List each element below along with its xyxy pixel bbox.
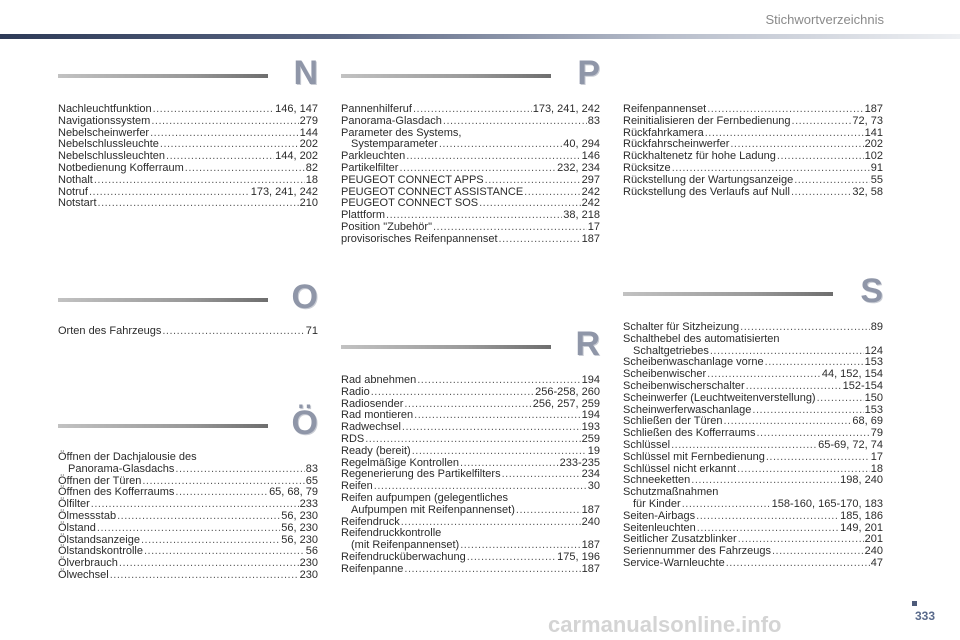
index-term: Notstart	[58, 197, 97, 210]
index-term: Reifenpanne	[341, 562, 404, 575]
index-term: Öffnen der Türen	[58, 474, 142, 487]
index-term: Ölverbrauch	[58, 557, 118, 570]
section-rule	[58, 74, 268, 78]
entry-list	[623, 322, 883, 570]
index-page-ref: 30	[587, 480, 600, 493]
index-term: Panorama-Glasdach	[341, 114, 442, 127]
dot-leader	[443, 116, 587, 128]
index-page-ref: 65	[305, 474, 318, 487]
index-term: Ölstand	[58, 521, 96, 534]
index-entry	[623, 558, 883, 570]
index-page-ref: 18	[305, 173, 318, 186]
index-page-ref: 146	[581, 150, 600, 163]
index-page-ref: 198, 240	[840, 474, 883, 487]
index-entry	[341, 564, 600, 576]
index-term: Ölfilter	[58, 498, 90, 511]
index-page-ref: 175, 196	[557, 550, 600, 563]
index-term: Navigationssystem	[58, 114, 151, 127]
index-term: Seriennummer des Fahrzeugs	[623, 545, 771, 558]
dot-leader	[794, 175, 870, 187]
index-page-ref: 187	[581, 503, 600, 516]
section-letter: N	[293, 54, 318, 92]
index-page-ref: 201	[864, 533, 883, 546]
section-letter: R	[575, 325, 600, 363]
index-entry	[341, 505, 600, 517]
entry-list	[341, 375, 600, 576]
index-term: Rückfahrkamera	[623, 126, 704, 139]
index-entry	[58, 175, 318, 187]
dot-leader	[752, 405, 863, 417]
dot-leader	[98, 198, 299, 210]
index-entry	[341, 222, 600, 234]
dot-leader	[117, 511, 280, 523]
index-term: Reifendruck	[341, 515, 400, 528]
index-page-ref: 141	[864, 126, 883, 139]
section-letter: O	[291, 278, 318, 316]
dot-leader	[175, 464, 304, 476]
index-entry	[341, 434, 600, 446]
index-term: Scheibenwischerschalter	[623, 379, 745, 392]
index-term: Ölwechsel	[58, 568, 109, 581]
index-term: Orten des Fahrzeugs	[58, 325, 162, 337]
index-page-ref: 297	[581, 173, 600, 186]
dot-leader	[151, 116, 298, 128]
index-entry	[58, 163, 318, 175]
dot-leader	[406, 151, 580, 163]
dot-leader	[672, 163, 870, 175]
index-term: Service-Warnleuchte	[623, 556, 725, 569]
dot-leader	[91, 499, 299, 511]
index-page-ref: 38, 218	[563, 209, 600, 222]
index-page-ref: 194	[581, 374, 600, 386]
index-term: Aufpumpen mit Reifenpannenset)	[351, 503, 515, 516]
index-page-ref: 194	[581, 409, 600, 422]
index-term: Rückstellung des Verlaufs auf Null	[623, 185, 790, 198]
dot-leader	[791, 187, 851, 199]
index-page-ref: 230	[299, 568, 318, 581]
dot-leader	[144, 546, 305, 558]
dot-leader	[404, 399, 531, 411]
index-term: Nebelschlussleuchten	[58, 150, 166, 163]
index-term: Seitlicher Zusatzblinker	[623, 533, 737, 546]
index-entry-lead: Öffnen der Dachjalousie des	[58, 451, 197, 463]
index-term: Nachleuchtfunktion	[58, 103, 152, 115]
index-entry	[341, 446, 600, 458]
dot-leader	[696, 511, 839, 523]
index-page-ref: 82	[305, 161, 318, 174]
dot-leader	[766, 452, 870, 464]
dot-leader	[141, 535, 280, 547]
index-term: Parkleuchten	[341, 150, 406, 163]
dot-leader	[94, 175, 305, 187]
index-term: Seiten-Airbags	[623, 509, 696, 522]
index-page-ref: 233-235	[559, 456, 600, 469]
index-term: Radiosender	[341, 397, 404, 410]
entry-list	[623, 104, 883, 198]
index-term: Rücksitze	[623, 161, 671, 174]
index-page-ref: 259	[581, 432, 600, 445]
dot-leader	[817, 393, 864, 405]
index-term: Nothalt	[58, 173, 93, 186]
section-letter: Ö	[291, 404, 318, 442]
index-term: Reifenpannenset	[623, 103, 707, 115]
index-entry	[58, 198, 318, 210]
index-page-ref: 17	[587, 220, 600, 233]
dot-leader	[682, 499, 771, 511]
index-page-ref: 71	[305, 325, 318, 337]
index-page-ref: 187	[864, 103, 883, 115]
index-entry	[623, 393, 883, 405]
index-entry	[341, 175, 600, 187]
section-letter: P	[577, 54, 600, 92]
index-page-ref: 149, 201	[840, 521, 883, 534]
index-entry	[623, 163, 883, 175]
entry-list	[58, 326, 318, 338]
index-page-ref: 102	[864, 150, 883, 163]
index-entry	[623, 499, 883, 511]
index-entry	[623, 187, 883, 199]
index-page-ref: 17	[870, 450, 883, 463]
section-rule	[58, 298, 268, 302]
index-term: Ölstandsanzeige	[58, 533, 140, 546]
section-n	[58, 54, 318, 210]
index-page-ref: 72, 73	[852, 114, 883, 127]
header-bar	[0, 34, 960, 39]
index-entry	[58, 326, 318, 338]
dot-leader	[162, 326, 304, 338]
index-entry	[58, 187, 318, 199]
index-term: Schaltgetriebes	[633, 344, 709, 357]
index-entry	[58, 116, 318, 128]
index-term: Ready (bereit)	[341, 444, 411, 457]
dot-leader	[516, 505, 581, 517]
index-page-ref: 256, 257, 259	[532, 397, 600, 410]
index-term: Scheinwerfer (Leuchtweitenverstellung)	[623, 391, 816, 404]
index-page-ref: 187	[581, 232, 600, 245]
index-page-ref: 242	[581, 197, 600, 210]
index-term: Schließen des Kofferraums	[623, 427, 756, 440]
dot-leader	[433, 222, 587, 234]
index-term: Nebelscheinwerfer	[58, 126, 150, 139]
index-entry	[58, 487, 318, 499]
index-term: Rückstellung der Wartungsanzeige	[623, 173, 794, 186]
index-entry-lead: Schutzmaßnahmen	[623, 486, 719, 499]
index-term: PEUGEOT CONNECT SOS	[341, 197, 479, 210]
dot-leader	[175, 487, 268, 499]
section-rule	[58, 424, 268, 428]
index-term: Panorama-Glasdachs	[68, 462, 175, 475]
entry-list	[58, 452, 318, 582]
index-page-ref: 32, 58	[852, 185, 883, 198]
index-page-ref: 124	[864, 344, 883, 357]
index-term: Partikelfilter	[341, 161, 399, 174]
index-term: Reinitialisieren der Fernbedienung	[623, 114, 791, 127]
index-entry	[623, 440, 883, 452]
index-term: Seitenleuchten	[623, 521, 696, 534]
index-page-ref: 91	[870, 161, 883, 174]
index-term: Position "Zubehör"	[341, 220, 432, 233]
index-page-ref: 242	[581, 185, 600, 198]
index-page-ref: 65, 68, 79	[269, 486, 318, 499]
dot-leader	[97, 523, 280, 535]
index-page-ref: 202	[864, 138, 883, 151]
index-term: RDS	[341, 432, 365, 445]
dot-leader	[110, 570, 299, 582]
index-entry	[341, 234, 600, 246]
index-entry	[623, 381, 883, 393]
index-page-ref: 187	[581, 562, 600, 575]
index-page-ref: 202	[299, 138, 318, 151]
dot-leader	[404, 564, 580, 576]
index-page-ref: 89	[870, 321, 883, 333]
index-entry	[623, 511, 883, 523]
section-rule	[341, 345, 551, 349]
index-entry	[341, 552, 600, 564]
index-entry	[623, 116, 883, 128]
index-term: Öffnen des Kofferraums	[58, 486, 175, 499]
dot-leader	[402, 422, 581, 434]
index-page-ref: 56, 230	[281, 521, 318, 534]
index-term: Rad montieren	[341, 409, 414, 422]
dot-leader	[439, 139, 562, 151]
index-term: Schlüssel nicht erkannt	[623, 462, 737, 475]
index-term: Ölmessstab	[58, 509, 117, 522]
section-o	[58, 278, 318, 337]
index-term: für Kinder	[633, 497, 681, 510]
index-page-ref: 230	[299, 557, 318, 570]
index-entry-lead: Parameter des Systems,	[341, 126, 462, 139]
index-page-ref: 68, 69	[852, 415, 883, 428]
index-term: Notruf	[58, 185, 88, 198]
page-marker	[912, 601, 917, 606]
index-term: Regelmäßige Kontrollen	[341, 456, 460, 469]
dot-leader	[502, 469, 581, 481]
dot-leader	[772, 546, 864, 558]
dot-leader	[485, 175, 581, 187]
index-page-ref: 44, 152, 154	[821, 368, 883, 381]
dot-leader	[777, 151, 864, 163]
index-term: Rückhaltenetz für hohe Ladung	[623, 150, 776, 163]
dot-leader	[499, 234, 581, 246]
index-page-ref: 153	[864, 403, 883, 416]
page-number: 333	[915, 609, 936, 623]
index-entry	[341, 116, 600, 128]
index-term: Notbedienung Kofferraum	[58, 161, 184, 174]
index-page-ref: 144, 202	[275, 150, 318, 163]
index-term: provisorisches Reifenpannenset	[341, 232, 498, 245]
index-page-ref: 144	[299, 126, 318, 139]
index-term: Scheibenwaschanlage vorne	[623, 356, 764, 369]
dot-leader	[746, 381, 842, 393]
entry-list	[58, 104, 318, 210]
section-letter: S	[860, 272, 883, 310]
index-term: Ölstandskontrolle	[58, 545, 143, 558]
index-page-ref: 233	[299, 498, 318, 511]
index-page-ref: 65-69, 72, 74	[818, 438, 883, 451]
index-page-ref: 150	[864, 391, 883, 404]
index-page-ref: 55	[870, 173, 883, 186]
dot-leader	[150, 128, 299, 140]
index-page-ref: 193	[581, 421, 600, 434]
index-entry	[341, 469, 600, 481]
index-term: Nebelschlussleuchte	[58, 138, 159, 151]
index-term: Rückfahrscheinwerfer	[623, 138, 730, 151]
entry-list	[341, 104, 600, 246]
index-page-ref: 153	[864, 356, 883, 369]
index-page-ref: 152-154	[842, 379, 883, 392]
index-entry	[58, 464, 318, 476]
index-page-ref: 185, 186	[840, 509, 883, 522]
index-entry-lead: Reifendruckkontrolle	[341, 527, 442, 540]
section-p	[341, 54, 600, 245]
section-rule	[341, 74, 551, 78]
section-r	[341, 325, 600, 575]
index-entry	[341, 163, 600, 175]
index-entry	[341, 387, 600, 399]
index-page-ref: 47	[870, 556, 883, 569]
dot-leader	[185, 163, 305, 175]
dot-leader	[726, 558, 870, 570]
index-page-ref: 56, 230	[281, 509, 318, 522]
index-page-ref: 240	[864, 545, 883, 558]
index-term: (mit Reifenpannenset)	[351, 539, 460, 552]
section-s	[623, 272, 883, 569]
index-term: Schließen der Türen	[623, 415, 723, 428]
watermark: carmanualsonline.info	[548, 612, 782, 637]
index-term: Regenerierung des Partikelfilters	[341, 468, 501, 481]
index-page-ref: 173, 241, 242	[532, 103, 600, 115]
index-term: Reifendrucküberwachung	[341, 550, 466, 563]
dot-leader	[153, 104, 275, 116]
dot-leader	[119, 558, 299, 570]
index-page-ref: 210	[299, 197, 318, 210]
index-term: Radwechsel	[341, 421, 401, 434]
dot-leader	[365, 434, 580, 446]
index-term: Plattform	[341, 209, 386, 222]
index-page-ref: 40, 294	[563, 138, 600, 151]
index-term: Reifen	[341, 480, 373, 493]
index-page-ref: 234	[581, 468, 600, 481]
index-term: Systemparameter	[351, 138, 438, 151]
dot-leader	[371, 387, 534, 399]
index-page-ref: 279	[299, 114, 318, 127]
index-entry	[58, 523, 318, 535]
dot-leader	[399, 163, 556, 175]
index-entry	[623, 175, 883, 187]
index-entry	[58, 511, 318, 523]
index-page-ref: 240	[581, 515, 600, 528]
index-term: Rad abnehmen	[341, 374, 417, 386]
index-term: PEUGEOT CONNECT APPS	[341, 173, 484, 186]
index-page-ref: 173, 241, 242	[250, 185, 318, 198]
index-entry-lead: Schalthebel des automatisierten	[623, 332, 780, 345]
index-page-ref: 19	[587, 444, 600, 457]
section-rule	[623, 292, 833, 296]
index-page-ref: 232, 234	[557, 161, 600, 174]
index-page-ref: 146, 147	[275, 103, 318, 115]
dot-leader	[792, 116, 852, 128]
index-term: Schalter für Sitzheizung	[623, 321, 740, 333]
page-header-title: Stichwortverzeichnis	[765, 12, 884, 27]
index-page-ref: 158-160, 165-170, 183	[771, 497, 883, 510]
index-entry	[623, 452, 883, 464]
index-term: Pannenhilferuf	[341, 103, 412, 115]
index-page-ref: 18	[870, 462, 883, 475]
index-page-ref: 187	[581, 539, 600, 552]
index-term: Schlüssel mit Fernbedienung	[623, 450, 765, 463]
index-term: Radio	[341, 385, 370, 398]
index-page-ref: 83	[587, 114, 600, 127]
dot-leader	[412, 446, 587, 458]
index-entry-lead: Reifen aufpumpen (gelegentliches	[341, 491, 508, 504]
index-term: Scheinwerferwaschanlage	[623, 403, 752, 416]
index-term: Schlüssel	[623, 438, 671, 451]
dot-leader	[467, 552, 556, 564]
index-term: Schneeketten	[623, 474, 691, 487]
dot-leader	[89, 187, 250, 199]
index-page-ref: 256-258, 260	[535, 385, 600, 398]
index-page-ref: 56, 230	[281, 533, 318, 546]
index-page-ref: 56	[305, 545, 318, 558]
index-page-ref: 79	[870, 427, 883, 440]
dot-leader	[524, 187, 580, 199]
index-entry	[58, 570, 318, 582]
index-entry	[341, 422, 600, 434]
section-oe	[58, 404, 318, 581]
dot-leader	[414, 410, 580, 422]
index-page-ref: 83	[305, 462, 318, 475]
dot-leader	[671, 440, 817, 452]
index-term: Scheibenwischer	[623, 368, 707, 381]
index-term: PEUGEOT CONNECT ASSISTANCE	[341, 185, 524, 198]
